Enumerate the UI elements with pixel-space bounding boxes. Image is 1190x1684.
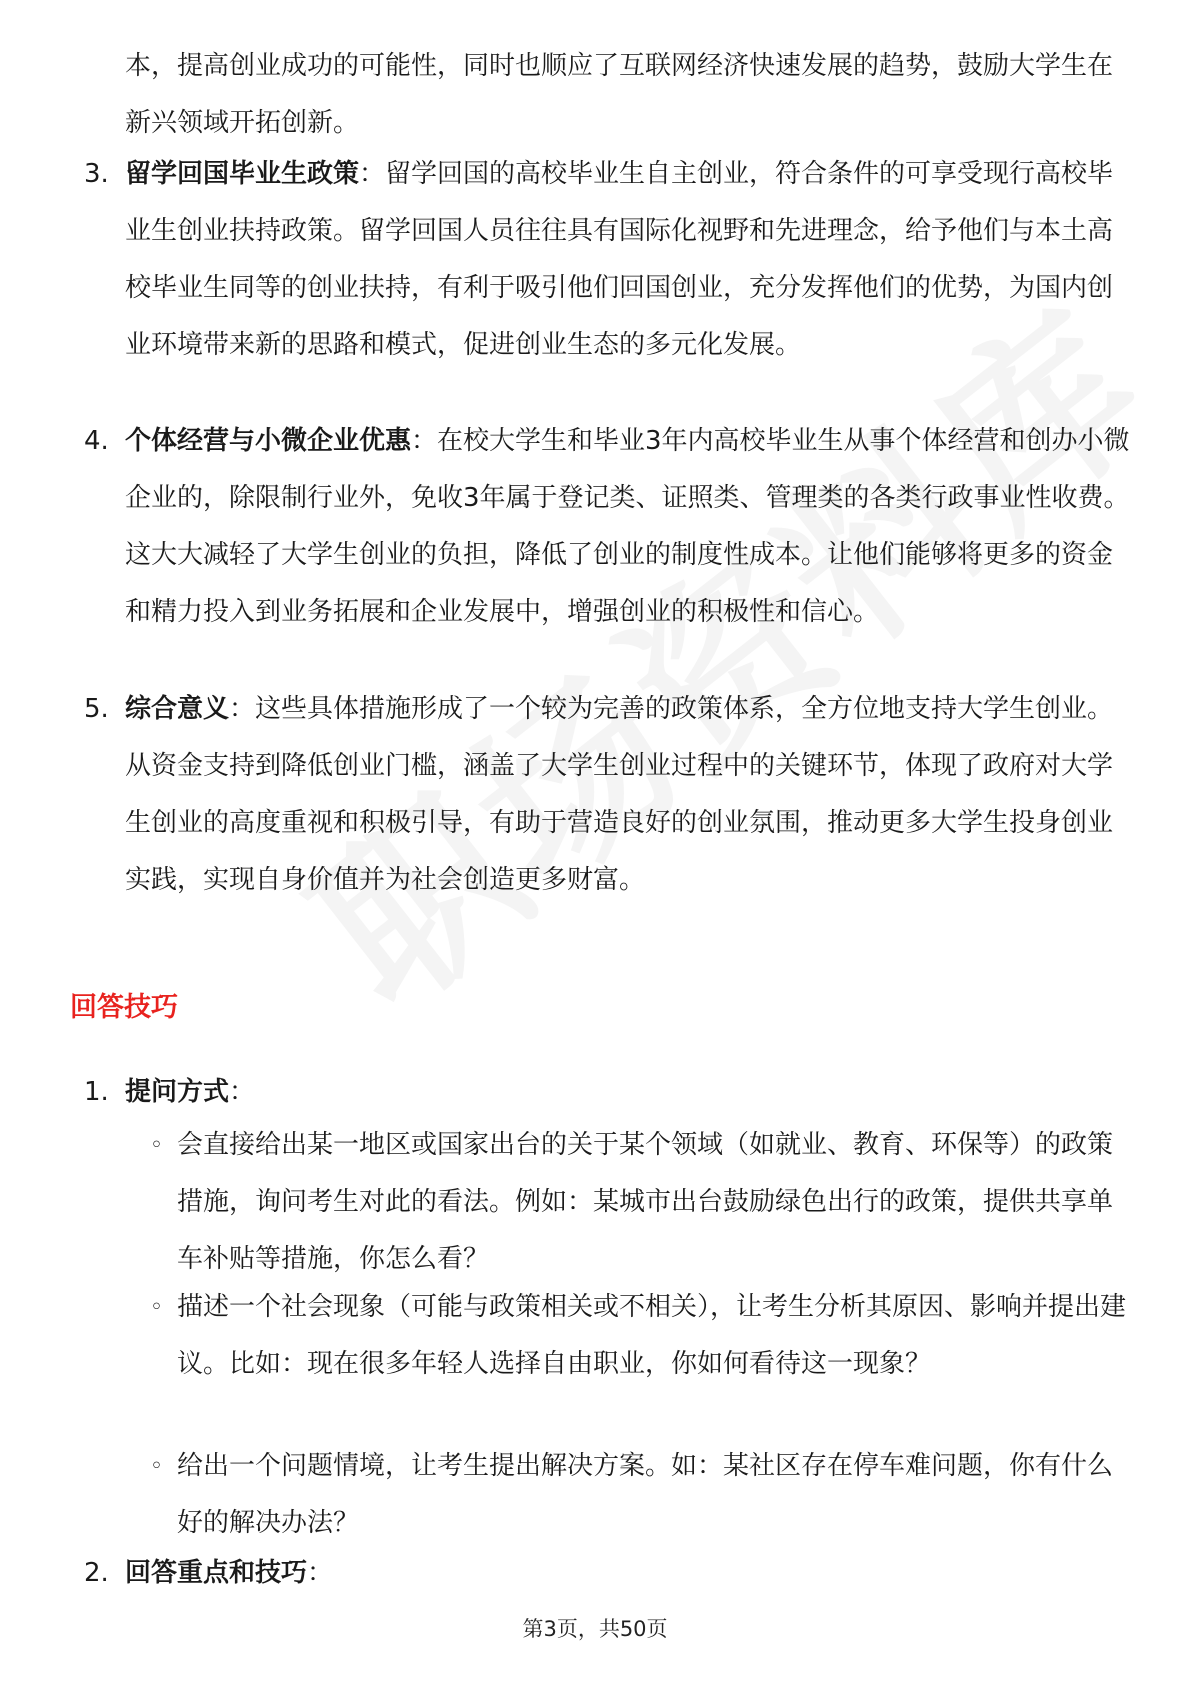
bullet-item	[150, 1279, 1135, 1393]
section-title: 回答技巧	[70, 992, 178, 1023]
item-text: ：留学回国的高校毕业生自主创业，符合条件的可享受现行高校毕业生创业扶持政策。留学回国人员往往具有国际化视野和先进理念，给予他们与本土高校毕业生同等的创业扶持，有利于吸引他们回国创业，充分发挥他们的优势，为国内创业环境带来新的思路和模式，促进创业生态的多元化发展。	[125, 159, 1114, 360]
item-text: ：	[307, 1558, 334, 1588]
list-item-5	[84, 681, 1135, 909]
item-number: 1.	[84, 1077, 109, 1107]
bullet-text: 描述一个社会现象（可能与政策相关或不相关），让考生分析其原因、影响并提出建议。比如：现在很多年轻人选择自由职业，你如何看待这一现象？	[177, 1292, 1127, 1379]
tip-item-1	[84, 1064, 1135, 1121]
bullet-text: 给出一个问题情境，让考生提出解决方案。如：某社区存在停车难问题，你有什么好的解决办法？	[177, 1451, 1114, 1538]
item-number: 3.	[84, 159, 109, 189]
item-term: 提问方式	[125, 1077, 230, 1107]
bullet-item	[150, 1438, 1135, 1552]
item-number: 2.	[84, 1558, 109, 1588]
item-term: 回答重点和技巧	[125, 1558, 308, 1588]
intro-continuation: 本，提高创业成功的可能性，同时也顺应了互联网经济快速发展的趋势，鼓励大学生在新兴领域开拓创新。	[125, 51, 1114, 138]
list-item-3	[84, 146, 1135, 374]
item-term: 综合意义	[125, 694, 230, 724]
bullet-text: 会直接给出某一地区或国家出台的关于某个领域（如就业、教育、环保等）的政策措施，询问考生对此的看法。例如：某城市出台鼓励绿色出行的政策，提供共享单车补贴等措施，你怎么看？	[177, 1130, 1114, 1274]
item-text: ：这些具体措施形成了一个较为完善的政策体系，全方位地支持大学生创业。从资金支持到降低创业门槛，涵盖了大学生创业过程中的关键环节，体现了政府对大学生创业的高度重视和积极引导，有助于营造良好的创业氛围，推动更多大学生投身创业实践，实现自身价值并为社会创造更多财富。	[125, 694, 1114, 895]
bullet-icon: ◦	[150, 1133, 163, 1158]
item-text: ：	[229, 1077, 256, 1107]
tip-item-2	[84, 1545, 1135, 1602]
page-number: 第3页，共50页	[522, 1617, 668, 1641]
bullet-icon: ◦	[150, 1295, 163, 1320]
item-term: 个体经营与小微企业优惠	[125, 426, 412, 456]
item-term: 留学回国毕业生政策	[125, 159, 360, 189]
item-number: 5.	[84, 694, 109, 724]
item-text: ：在校大学生和毕业3年内高校毕业生从事个体经营和创办小微企业的，除限制行业外，免收3年属于登记类、证照类、管理类的各类行政事业性收费。这大大减轻了大学生创业的负担，降低了创业的制度性成本。让他们能够将更多的资金和精力投入到业务拓展和企业发展中，增强创业的积极性和信心。	[125, 426, 1130, 627]
item-number: 4.	[84, 426, 109, 456]
list-item-4	[84, 413, 1135, 641]
bullet-icon: ◦	[150, 1454, 163, 1479]
bullet-item	[150, 1117, 1135, 1288]
